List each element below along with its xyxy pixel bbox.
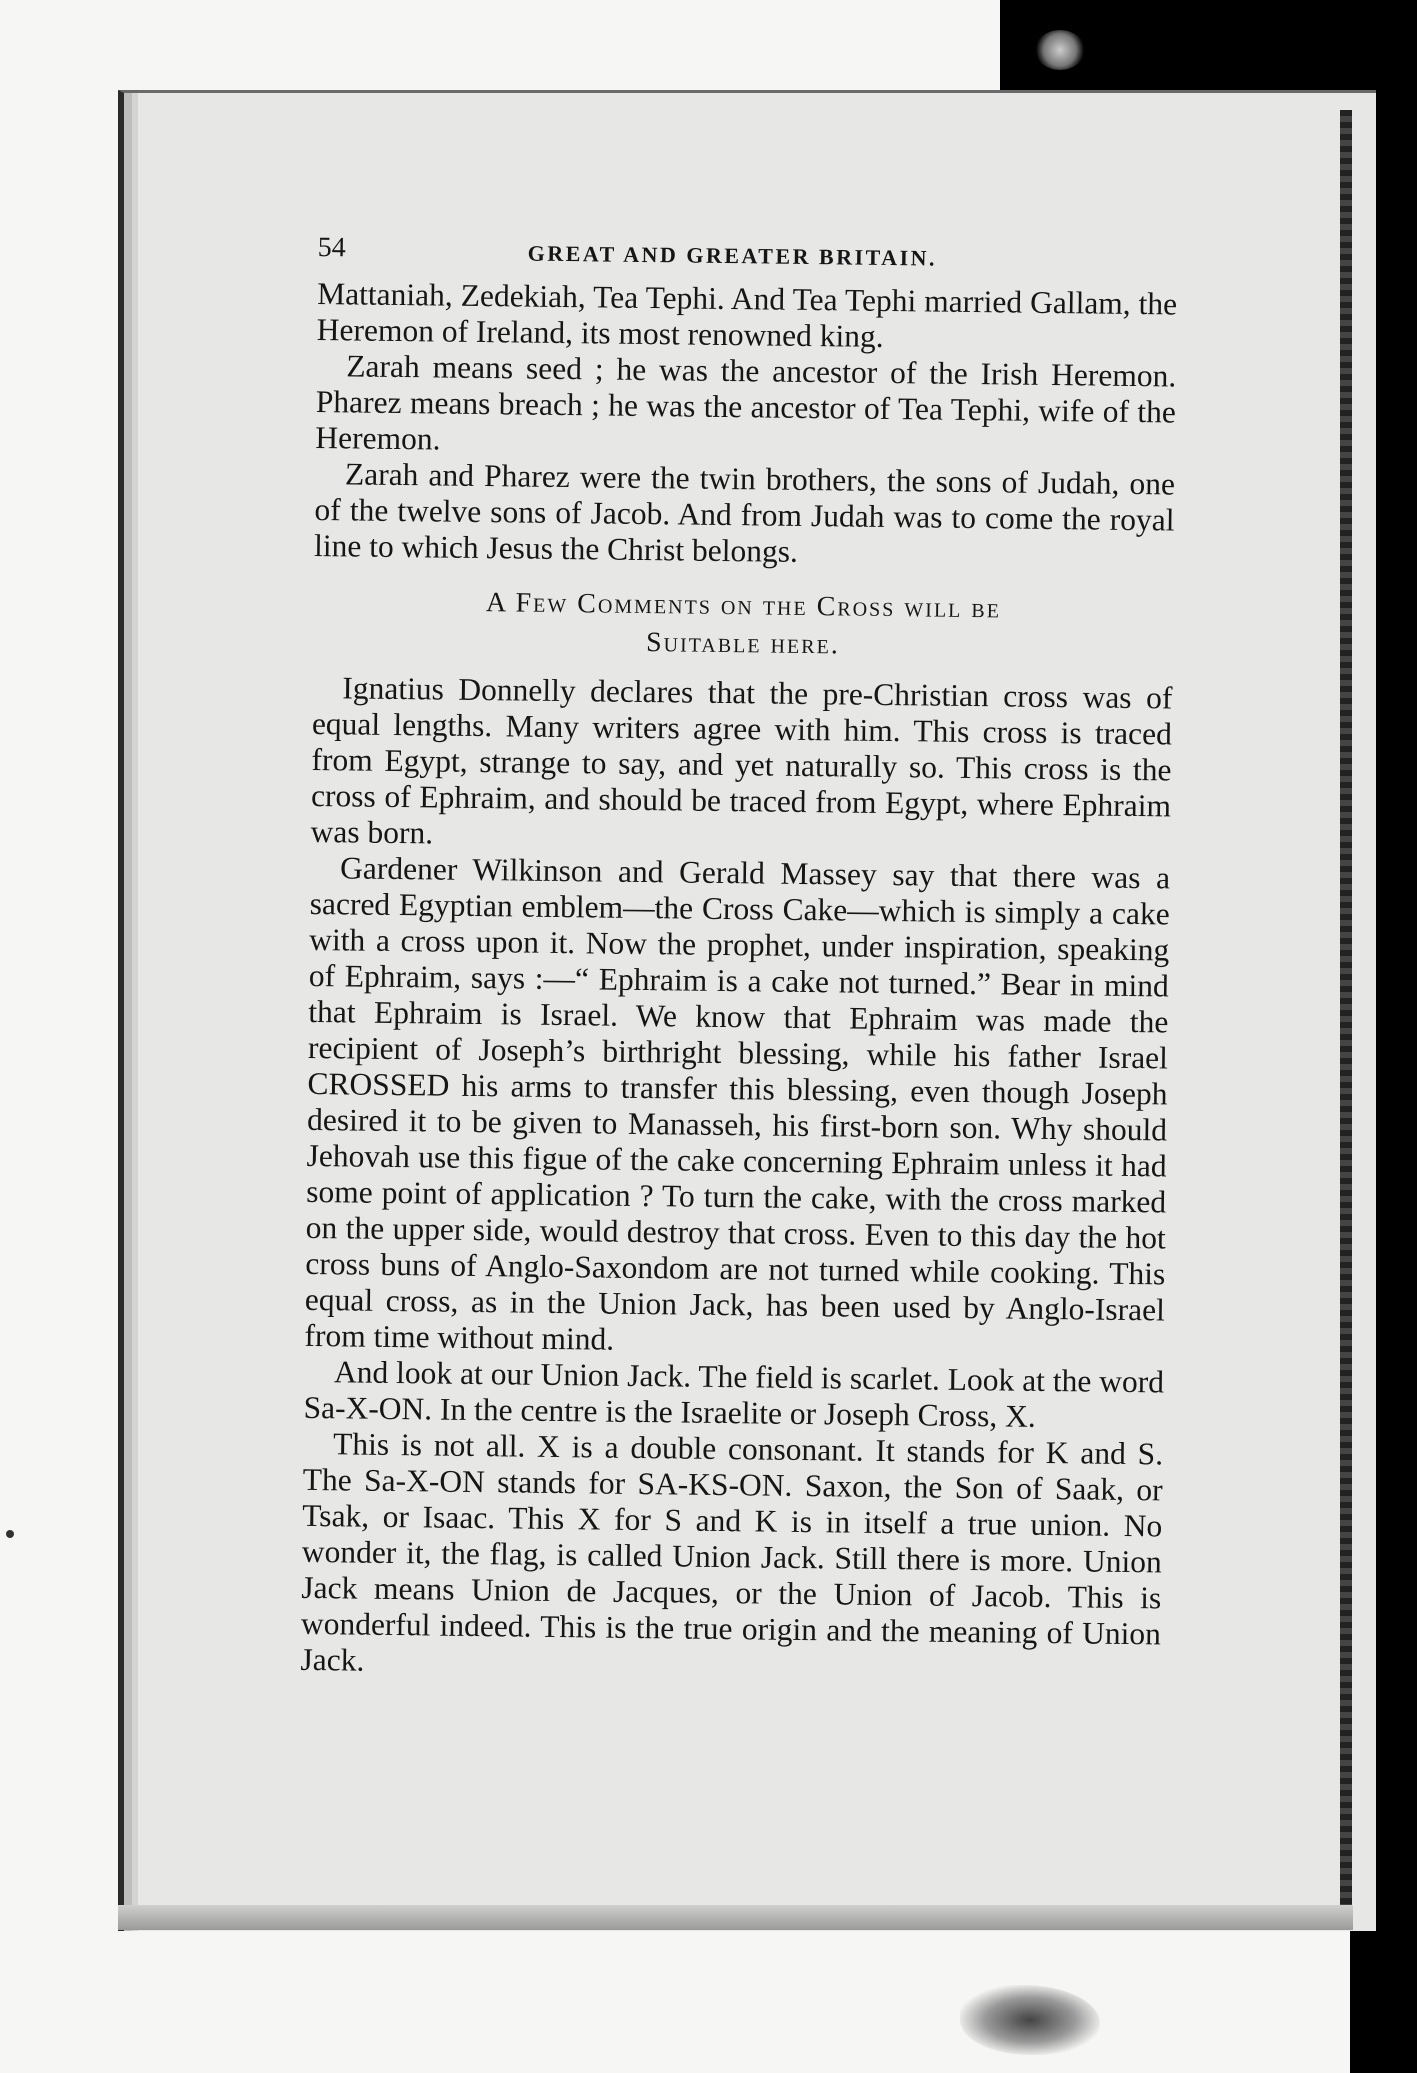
- page-fore-edge: [1340, 110, 1352, 1910]
- paragraph: Mattaniah, Zedekiah, Tea Tephi. And Tea Tephi married Gallam, the Heremon of Ireland, its most renowned king.: [316, 275, 1178, 354]
- scan-blemish-top: [1035, 30, 1085, 70]
- page-number: 54: [317, 231, 346, 264]
- section-heading-line: Suitable here.: [645, 627, 840, 661]
- paragraph: Zarah and Pharez were the twin brothers, the sons of Judah, one of the twelve sons of Jacob. And from Judah was to come the royal line to which Jesus the Christ belongs.: [313, 456, 1176, 569]
- margin-mark: [6, 1530, 14, 1538]
- paragraph: And look at our Union Jack. The field is scarlet. Look at the word Sa-X-ON. In the centre is the Israelite or Joseph Cross, X.: [303, 1354, 1165, 1434]
- section-heading: [313, 582, 1174, 669]
- section-heading-line: A Few Comments on the Cross will be: [485, 587, 1002, 625]
- page-bottom-edge: [118, 1905, 1353, 1930]
- paragraph: Gardener Wilkinson and Gerald Massey say that there was a sacred Egyptian emblem—the Cross Cake—which is simply a cake with a cross upon it. Now the prophet, under inspiration, speaking of Ephraim, says :—“ Ephraim is a cake not turned.” Bear in mind that Ephraim is Israel. We know that Ephraim was made the recipient of Joseph’s birthright blessing, while his father Israel CROSSED his arms to transfer this blessing, even though Joseph desired it to be given to Manasseh, his first-born son. Why should Jehovah use this figue of the cake concerning Ephraim unless it had some point of application ? To turn the cake, with the cross marked on the upper side, would destroy that cross. Even to this day the hot cross buns of Anglo-Saxondom are not turned while cooking. This equal cross, as in the Union Jack, has been used by Anglo-Israel from time without mind.: [304, 850, 1171, 1357]
- page-text: [300, 228, 1178, 1688]
- paragraph: Ignatius Donnelly declares that the pre-Christian cross was of equal lengths. Many writers agree with him. This cross is traced from Egypt, strange to say, and yet naturally so. This cross is the cross of Ephraim, and should be traced from Egypt, where Ephraim was born.: [310, 670, 1173, 851]
- paragraph: Zarah means seed ; he was the ancestor of the Irish Heremon. Pharez means breach ; he was the ancestor of Tea Tephi, wife of the Heremon.: [315, 348, 1177, 457]
- paragraph: This is not all. X is a double consonant. It stands for K and S. The Sa-X-ON stands for SA-KS-ON. Saxon, the Son of Saak, or Tsak, or Isaac. This X for S and K is in itself a true union. No wonder it, the flag, is called Union Jack. Still there is more. Union Jack means Union de Jacques, or the Union of Jacob. This is wonderful indeed. This is the true origin and the meaning of Union Jack.: [300, 1426, 1164, 1678]
- running-title: GREAT AND GREATER BRITAIN.: [527, 240, 938, 271]
